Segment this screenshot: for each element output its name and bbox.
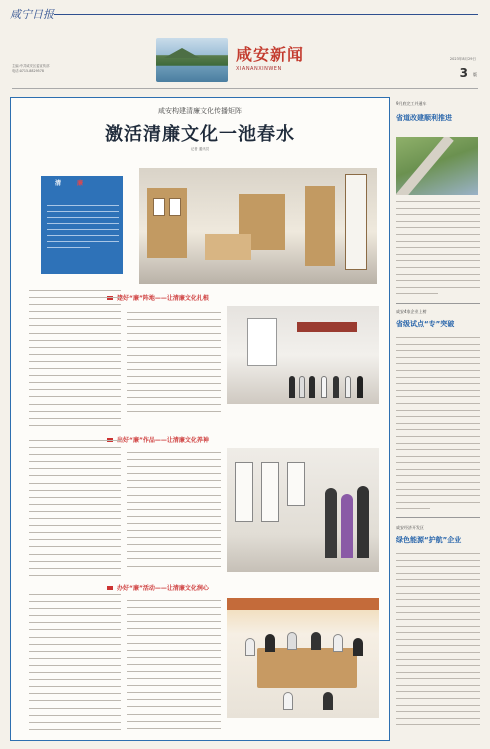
article-headline: 激活清廉文化一池春水 [105,124,295,145]
visitors-photo [227,306,379,404]
meta-line-1: 主编:中共咸安区委宣传部 [12,64,50,68]
sidebar-kicker-2: 咸安4家企业上榜 [396,309,427,314]
masthead-landscape-image [156,38,228,82]
article-byline: 记者 通讯员 [190,147,210,151]
feature-article: 咸安构建清廉文化传播矩阵 激活清廉文化一池春水 记者 通讯员 清 廉 建好“廉”阵地——让清廉文化扎根 出好“廉”作品——让清廉文化养神 办好“廉”活动——让清廉文化润心 [10,97,390,741]
calligraphy-exhibit-photo [227,448,379,572]
lead-logo [39,174,97,194]
sidebar-news [396,97,480,741]
section-pinyin: XIANANXINWEN [236,66,282,72]
sidebar-kicker-3: 咸安经济开发区 [396,525,424,530]
body-column-2a [29,438,121,578]
article-kicker: 咸安构建清廉文化传播矩阵 [158,107,242,115]
sidebar-kicker-1: 9月底完工并通车 [396,101,427,106]
sidebar-headline-1: 省道改建顺利推进 [396,114,452,122]
sidebar-body-1 [396,199,480,299]
masthead [0,0,490,92]
sidebar-headline-3: 绿色能源“护航”企业 [396,536,462,544]
exhibition-hall-photo [139,168,377,284]
masthead-divider [12,88,478,89]
issue-date: 2023年8月29日 [449,57,476,61]
body-column-2b [127,450,221,574]
sidebar-body-2 [396,335,480,513]
meta-line-2: 电话:0715-8829578 [12,69,44,73]
section-title: 咸安新闻 [236,45,305,64]
lead-logo-left: 清 [55,180,62,187]
sidebar-body-3 [396,551,480,735]
lead-text-lines [47,202,119,250]
body-column-3a [29,592,121,736]
road-construction-photo [396,137,478,195]
body-column-1a [29,288,121,428]
page-number: 3 [459,66,468,80]
masthead-meta [12,64,152,74]
newspaper-brand: 咸宁日报 [10,8,54,21]
sidebar-rule-2 [396,517,480,518]
body-column-3b [127,598,221,734]
sidebar-headline-2: 省级试点“专”突破 [396,320,455,328]
lead-logo-right: 廉 [77,180,84,187]
page-unit: 版 [473,72,477,77]
meeting-photo [227,598,379,718]
sidebar-rule-1 [396,303,480,304]
masthead-rule [54,14,478,15]
body-column-1b [127,310,221,420]
